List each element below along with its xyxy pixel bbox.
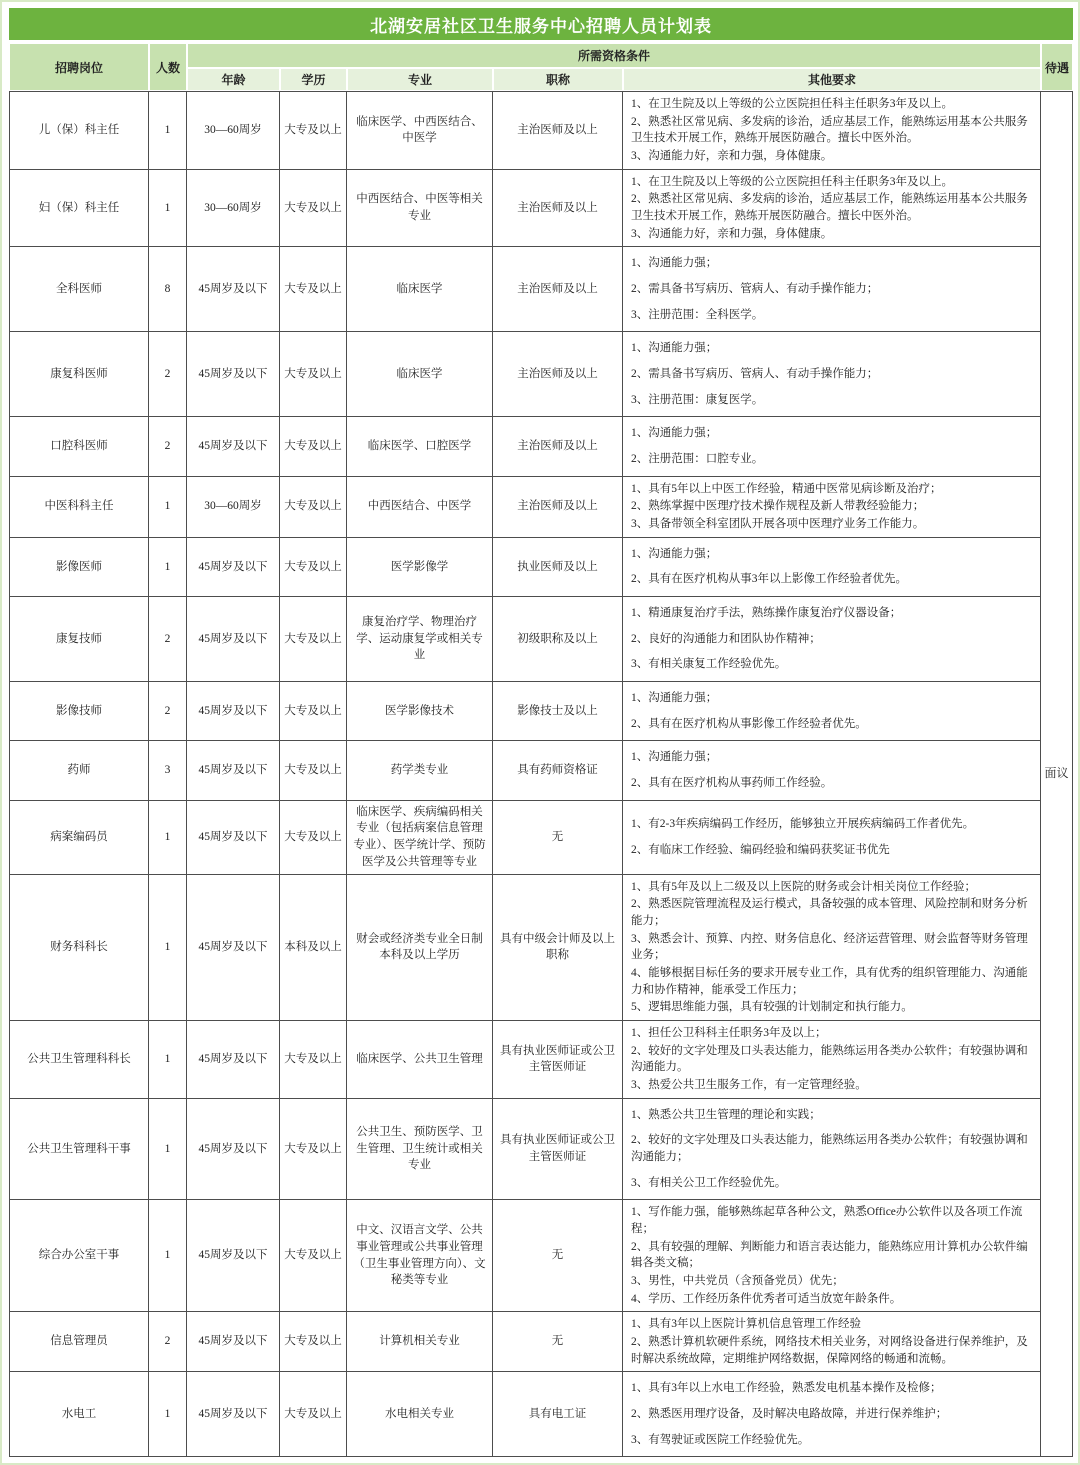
table-row [9,597,1073,682]
cell-treatment: 面议 [1041,91,1073,1457]
table-title: 北湖安居社区卫生服务中心招聘人员计划表 [9,8,1073,43]
header-qualifications: 所需资格条件 [187,43,1041,68]
cell-major: 中文、汉语言文学、公共事业管理或公共事业管理（卫生事业管理方向）、文秘类等专业 [347,1200,493,1312]
requirement-item: 2、熟悉医院管理流程及运行模式，具备较强的成本管理、风险控制和财务分析能力； [631,898,1028,927]
requirement-item: 3、沟通能力好，亲和力强，身体健康。 [631,150,833,163]
cell-age: 45周岁及以下 [187,1200,280,1312]
cell-count: 1 [149,538,187,597]
cell-age: 45周岁及以下 [187,417,280,476]
requirement-item: 5、逻辑思维能力强，具有较强的计划制定和执行能力。 [631,1001,913,1014]
cell-title: 主治医师及以上 [493,477,623,538]
cell-major: 临床医学、口腔医学 [347,417,493,476]
cell-position: 影像医师 [9,538,149,597]
cell-major: 药学类专业 [347,741,493,800]
cell-major: 康复治疗学、物理治疗学、运动康复学或相关专业 [347,597,493,682]
requirement-item: 2、熟练掌握中医理疗技术操作规程及新人带教经验能力； [631,500,925,513]
cell-position: 口腔科医师 [9,417,149,476]
cell-count: 1 [149,875,187,1021]
cell-major: 公共卫生、预防医学、卫生管理、卫生统计或相关专业 [347,1099,493,1201]
cell-count: 1 [149,91,187,170]
requirement-item: 1、具有5年及以上二级及以上医院的财务或会计相关岗位工作经验； [631,880,976,893]
cell-count: 2 [149,597,187,682]
cell-education: 大专及以上 [280,1372,347,1457]
requirement-item: 1、担任公卫科科主任职务3年及以上； [631,1026,827,1039]
cell-position: 中医科科主任 [9,477,149,538]
requirement-item: 1、有2-3年疾病编码工作经历，能够独立开展疾病编码工作者优先。 [631,817,975,830]
requirement-item: 1、熟悉公共卫生管理的理论和实践； [631,1108,821,1121]
table-row [9,332,1073,417]
cell-other-requirements [623,247,1041,332]
cell-major: 中西医结合、中医等相关专业 [347,170,493,248]
cell-count: 1 [149,170,187,248]
cell-major: 临床医学 [347,247,493,332]
cell-position: 财务科科长 [9,875,149,1021]
requirement-item: 2、熟悉社区常见病、多发病的诊治，适应基层工作，能熟练运用基本公共服务卫生技术开展工作，熟练开展医防融合。擅长中医外治。 [631,193,1028,223]
requirement-item: 2、需具备书写病历、管病人、有动手操作能力； [631,368,879,381]
cell-other-requirements [623,1372,1041,1457]
cell-title: 具有电工证 [493,1372,623,1457]
cell-title: 初级职称及以上 [493,597,623,682]
cell-education: 大专及以上 [280,1021,347,1099]
requirement-item: 1、精通康复治疗手法，熟练操作康复治疗仪器设备； [631,607,902,620]
cell-age: 45周岁及以下 [187,1372,280,1457]
cell-education: 大专及以上 [280,682,347,741]
cell-age: 45周岁及以下 [187,1312,280,1372]
cell-other-requirements [623,741,1041,800]
requirement-item: 1、沟通能力强； [631,692,718,705]
requirement-item: 3、有相关康复工作经验优先。 [631,658,787,671]
header-row [9,43,1073,68]
requirement-item: 2、较好的文字处理及口头表达能力，能熟练运用各类办公软件；有较强协调和沟通能力； [631,1134,1028,1163]
cell-age: 45周岁及以下 [187,1099,280,1201]
requirement-item: 1、沟通能力强； [631,427,718,440]
cell-education: 大专及以上 [280,538,347,597]
cell-age: 30—60周岁 [187,477,280,538]
cell-title: 主治医师及以上 [493,417,623,476]
cell-title: 无 [493,1200,623,1312]
cell-age: 45周岁及以下 [187,801,280,875]
cell-position: 儿（保）科主任 [9,91,149,170]
requirement-item: 3、熟悉会计、预算、内控、财务信息化、经济运营管理、财会监督等财务管理业务； [631,932,1028,962]
requirement-item: 2、较好的文字处理及口头表达能力，能熟练运用各类办公软件；有较强协调和沟通能力。 [631,1044,1028,1074]
table-row [9,1200,1073,1312]
cell-position: 影像技师 [9,682,149,741]
cell-other-requirements [623,875,1041,1021]
requirement-item: 1、具有3年以上医院计算机信息管理工作经验 [631,1318,861,1331]
cell-other-requirements [623,1200,1041,1312]
header-major: 专业 [347,68,493,91]
cell-age: 45周岁及以下 [187,741,280,800]
table-row [9,801,1073,875]
cell-major: 中西医结合、中医学 [347,477,493,538]
table-row [9,1099,1073,1201]
requirement-item: 2、有临床工作经验、编码经验和编码获奖证书优先 [631,843,890,856]
requirement-item: 2、熟悉社区常见病、多发病的诊治，适应基层工作，能熟练运用基本公共服务卫生技术开展工作，熟练开展医防融合。擅长中医外治。 [631,115,1028,145]
requirement-item: 1、沟通能力强； [631,547,718,560]
requirement-item: 2、注册范围：口腔专业。 [631,453,764,466]
header-education: 学历 [280,68,347,91]
cell-position: 康复科医师 [9,332,149,417]
cell-position: 综合办公室干事 [9,1200,149,1312]
requirement-item: 2、具有在医疗机构从事3年以上影像工作经验者优先。 [631,573,907,586]
cell-major: 水电相关专业 [347,1372,493,1457]
table-row [9,1312,1073,1372]
cell-count: 2 [149,332,187,417]
cell-other-requirements [623,170,1041,248]
cell-title: 无 [493,1312,623,1372]
cell-title: 具有执业医师证或公卫主管医师证 [493,1099,623,1201]
cell-count: 3 [149,741,187,800]
cell-education: 大专及以上 [280,332,347,417]
cell-age: 45周岁及以下 [187,597,280,682]
cell-major: 临床医学、疾病编码相关专业（包括病案信息管理专业）、医学统计学、预防医学及公共管理等专业 [347,801,493,875]
table-row [9,682,1073,741]
cell-title: 主治医师及以上 [493,332,623,417]
cell-education: 大专及以上 [280,1200,347,1312]
cell-count: 1 [149,801,187,875]
cell-other-requirements [623,417,1041,476]
cell-count: 2 [149,417,187,476]
cell-count: 2 [149,682,187,741]
header-other-requirements: 其他要求 [623,68,1041,91]
table-row [9,170,1073,248]
cell-other-requirements [623,1021,1041,1099]
requirement-item: 3、热爱公共卫生服务工作，有一定管理经验。 [631,1078,867,1091]
cell-major: 临床医学、中西医结合、中医学 [347,91,493,170]
cell-position: 水电工 [9,1372,149,1457]
cell-count: 8 [149,247,187,332]
cell-position: 康复技师 [9,597,149,682]
requirement-item: 1、沟通能力强； [631,257,718,270]
header-treatment: 待遇 [1041,43,1073,91]
cell-count: 2 [149,1312,187,1372]
title-row [9,8,1073,43]
cell-major: 计算机相关专业 [347,1312,493,1372]
cell-major: 医学影像学 [347,538,493,597]
cell-age: 45周岁及以下 [187,682,280,741]
cell-position: 公共卫生管理科干事 [9,1099,149,1201]
cell-major: 医学影像技术 [347,682,493,741]
cell-education: 大专及以上 [280,597,347,682]
table-row [9,247,1073,332]
cell-other-requirements [623,538,1041,597]
cell-count: 1 [149,1021,187,1099]
table-row [9,875,1073,1021]
cell-education: 大专及以上 [280,170,347,248]
cell-title: 具有执业医师证或公卫主管医师证 [493,1021,623,1099]
cell-other-requirements [623,1312,1041,1372]
header-age: 年龄 [187,68,280,91]
table-row [9,477,1073,538]
table-row [9,741,1073,800]
requirement-item: 2、熟悉计算机软硬件系统，网络技术相关业务，对网络设备进行保养维护，及时解决系统故障，定期维护网络数据，保障网络的畅通和流畅。 [631,1335,1028,1365]
requirement-item: 2、具有在医疗机构从事药师工作经验。 [631,777,833,790]
cell-age: 30—60周岁 [187,91,280,170]
cell-education: 大专及以上 [280,1312,347,1372]
cell-position: 妇（保）科主任 [9,170,149,248]
cell-position: 全科医师 [9,247,149,332]
cell-other-requirements [623,597,1041,682]
cell-count: 1 [149,1200,187,1312]
header-position: 招聘岗位 [9,43,149,91]
requirement-item: 3、有驾驶证或医院工作经验优先。 [631,1433,810,1446]
requirement-item: 3、注册范围：康复医学。 [631,393,764,406]
cell-count: 1 [149,1372,187,1457]
cell-count: 1 [149,477,187,538]
cell-major: 临床医学、公共卫生管理 [347,1021,493,1099]
cell-position: 公共卫生管理科科长 [9,1021,149,1099]
requirement-item: 1、沟通能力强； [631,751,718,764]
cell-other-requirements [623,801,1041,875]
header-count: 人数 [149,43,187,91]
requirement-item: 4、学历、工作经历条件优秀者可适当放宽年龄条件。 [631,1292,902,1305]
requirement-item: 2、需具备书写病历、管病人、有动手操作能力； [631,283,879,296]
requirement-item: 3、男性，中共党员（含预备党员）优先； [631,1274,844,1287]
table-row [9,1372,1073,1457]
cell-education: 大专及以上 [280,247,347,332]
cell-age: 45周岁及以下 [187,875,280,1021]
cell-position: 病案编码员 [9,801,149,875]
cell-education: 大专及以上 [280,741,347,800]
cell-position: 药师 [9,741,149,800]
requirement-item: 2、具有在医疗机构从事影像工作经验者优先。 [631,717,867,730]
requirement-item: 4、能够根据目标任务的要求开展专业工作，具有优秀的组织管理能力、沟通能力和协作精神，能承受工作压力； [631,966,1028,996]
cell-count: 1 [149,1099,187,1201]
cell-education: 大专及以上 [280,417,347,476]
table-row [9,538,1073,597]
cell-title: 无 [493,801,623,875]
requirement-item: 1、具有5年以上中医工作经验，精通中医常见病诊断及治疗； [631,482,942,495]
cell-age: 30—60周岁 [187,170,280,248]
cell-age: 45周岁及以下 [187,1021,280,1099]
requirement-item: 2、良好的沟通能力和团队协作精神； [631,632,821,645]
cell-title: 具有中级会计师及以上职称 [493,875,623,1021]
recruitment-plan-table [9,8,1073,1457]
cell-other-requirements [623,477,1041,538]
cell-title: 主治医师及以上 [493,91,623,170]
requirement-item: 1、在卫生院及以上等级的公立医院担任科主任职务3年及以上。 [631,175,953,188]
cell-education: 大专及以上 [280,91,347,170]
cell-education: 本科及以上 [280,875,347,1021]
requirement-item: 1、在卫生院及以上等级的公立医院担任科主任职务3年及以上。 [631,98,953,110]
cell-title: 主治医师及以上 [493,170,623,248]
cell-other-requirements [623,1099,1041,1201]
cell-position: 信息管理员 [9,1312,149,1372]
requirement-item: 3、注册范围：全科医学。 [631,308,764,321]
cell-other-requirements [623,91,1041,170]
requirement-item: 3、有相关公卫工作经验优先。 [631,1176,787,1189]
cell-major: 财会或经济类专业全日制本科及以上学历 [347,875,493,1021]
cell-other-requirements [623,332,1041,417]
requirement-item: 3、具备带领全科室团队开展各项中医理疗业务工作能力。 [631,518,925,531]
cell-age: 45周岁及以下 [187,247,280,332]
table-row [9,1021,1073,1099]
table-row [9,417,1073,476]
requirement-item: 1、具有3年以上水电工作经验，熟悉发电机基本操作及检修； [631,1382,942,1395]
requirement-item: 1、写作能力强，能够熟练起草各种公文，熟悉Office办公软件以及各项工作流程； [631,1206,1023,1235]
cell-title: 执业医师及以上 [493,538,623,597]
cell-education: 大专及以上 [280,801,347,875]
cell-education: 大专及以上 [280,477,347,538]
cell-title: 具有药师资格证 [493,741,623,800]
requirement-item: 2、熟悉医用理疗设备，及时解决电路故障，并进行保养维护； [631,1407,948,1420]
cell-title: 主治医师及以上 [493,247,623,332]
cell-title: 影像技士及以上 [493,682,623,741]
cell-age: 45周岁及以下 [187,332,280,417]
requirement-item: 1、沟通能力强； [631,342,718,355]
cell-age: 45周岁及以下 [187,538,280,597]
requirement-item: 2、具有较强的理解、判断能力和语言表达能力，能熟练应用计算机办公软件编辑各类文稿； [631,1240,1028,1270]
cell-education: 大专及以上 [280,1099,347,1201]
header-title: 职称 [493,68,623,91]
cell-major: 临床医学 [347,332,493,417]
requirement-item: 3、沟通能力好，亲和力强，身体健康。 [631,227,833,240]
table-row [9,91,1073,170]
cell-other-requirements [623,682,1041,741]
